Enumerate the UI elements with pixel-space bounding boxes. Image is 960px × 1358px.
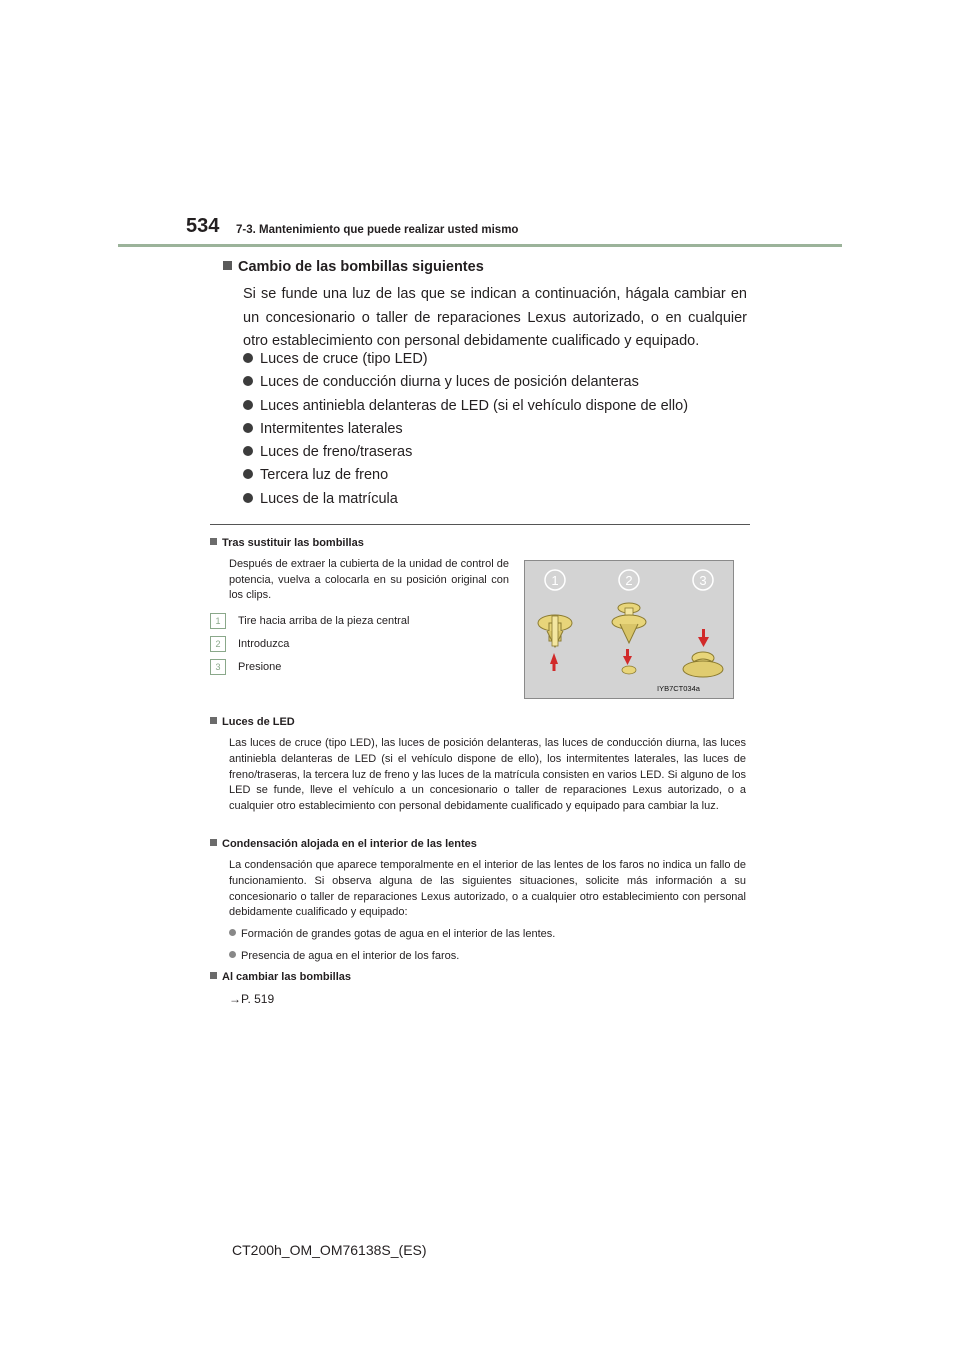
- square-bullet-icon: [210, 972, 217, 979]
- list-item-text: Presencia de agua en el interior de los faros.: [241, 950, 460, 962]
- square-bullet-icon: [210, 839, 217, 846]
- list-item-text: Luces de freno/traseras: [260, 444, 413, 461]
- note-heading-text: Al cambiar las bombillas: [222, 971, 351, 983]
- main-heading-text: Cambio de las bombillas siguientes: [238, 259, 484, 275]
- step-1: [210, 613, 409, 629]
- square-bullet-icon: [210, 717, 217, 724]
- list-item: [229, 950, 459, 962]
- list-item: [229, 928, 555, 940]
- list-item-text: Luces antiniebla delanteras de LED (si el vehículo dispone de ello): [260, 397, 689, 414]
- bullet-dot-icon: [243, 469, 253, 479]
- condensation-paragraph: La condensación que aparece temporalmente en el interior de las lentes de los faros no indica un fallo de funcionamiento. Si observa alguna de las siguientes situaciones, solicite más información a su concesionario o taller de reparaciones Lexus autorizado, o a cualquier otro establecimiento con personal debidamente cualificado y equipado:: [229, 859, 746, 919]
- figure-code: IYB7CT034a: [657, 684, 700, 693]
- figure-label-3: [693, 570, 713, 590]
- figure-label-1: [545, 570, 565, 590]
- list-item-text: Luces de la matrícula: [260, 490, 398, 507]
- bullet-dot-icon: [243, 493, 253, 503]
- note-heading-when-changing: [210, 971, 351, 983]
- step-3: [210, 659, 281, 675]
- note-heading-led: [210, 716, 295, 728]
- after-replace-text: Después de extraer la cubierta de la unidad de control de potencia, vuelva a colocarla en su posición original con los clips.: [229, 558, 509, 601]
- step-number-badge: 2: [210, 636, 226, 652]
- clip-illustration: [524, 560, 734, 699]
- notes-divider: [210, 524, 750, 525]
- page-reference-link[interactable]: →P. 519: [229, 992, 275, 1006]
- list-item: [243, 395, 753, 418]
- bullet-dot-icon: [243, 423, 253, 433]
- bullet-dot-icon: [243, 400, 253, 410]
- clip-illustration-svg: [525, 561, 733, 698]
- bullet-dot-icon: [229, 929, 236, 936]
- note-heading-condensation: [210, 838, 477, 850]
- main-heading: [223, 256, 753, 279]
- led-paragraph: Las luces de cruce (tipo LED), las luces de posición delanteras, las luces de conducción diurna, las luces antiniebla delanteras de LED (si el vehículo dispone de ello), los intermitentes laterales, las luces de freno/traseras, la tercera luz de freno y las luces de la matrícula consisten en varios LED. Si alguno de los LED se funde, lleve el vehículo a un concesionario o taller de reparaciones Lexus autorizado, o a cualquier otro establecimiento con personal debidamente cualificado y equipado para cambiar la luz.: [229, 737, 746, 813]
- list-item-text: Tercera luz de freno: [260, 467, 389, 484]
- note-heading-text: Condensación alojada en el interior de las lentes: [222, 838, 477, 850]
- bullet-dot-icon: [243, 446, 253, 456]
- list-item-text: Intermitentes laterales: [260, 420, 403, 437]
- note-heading-after-replace: [210, 537, 364, 549]
- list-item: [243, 464, 753, 487]
- bullet-dot-icon: [229, 951, 236, 958]
- step-number-badge: 1: [210, 613, 226, 629]
- svg-text:3: 3: [699, 573, 707, 588]
- list-item: [243, 371, 753, 394]
- clip-pull-up-icon: [538, 615, 572, 671]
- clip-insert-icon: [612, 603, 646, 674]
- list-item-text: Luces de cruce (tipo LED): [260, 351, 428, 367]
- step-text: Tire hacia arriba de la pieza central: [238, 615, 410, 627]
- svg-text:2: 2: [625, 573, 633, 588]
- square-bullet-icon: [223, 261, 232, 270]
- list-item-text: Luces de conducción diurna y luces de posición delanteras: [260, 374, 639, 391]
- square-bullet-icon: [210, 538, 217, 545]
- note-heading-text: Tras sustituir las bombillas: [222, 537, 364, 549]
- list-item: [243, 418, 753, 441]
- bullet-dot-icon: [243, 353, 253, 363]
- intro-paragraph: Si se funde una luz de las que se indican a continuación, hágala cambiar en un concesionario o taller de reparaciones Lexus autorizado, o en cualquier otro establecimiento con personal debidamente cualificado y equipado.: [243, 286, 747, 349]
- list-item-text: Formación de grandes gotas de agua en el interior de las lentes.: [241, 928, 556, 940]
- section-title: 7-3. Mantenimiento que puede realizar usted mismo: [236, 224, 519, 236]
- note-heading-text: Luces de LED: [222, 716, 295, 728]
- step-2: [210, 636, 289, 652]
- step-number-badge: 3: [210, 659, 226, 675]
- document-id: CT200h_OM_OM76138S_(ES): [232, 1242, 427, 1258]
- list-item: [243, 488, 753, 511]
- list-item: [243, 348, 753, 371]
- bullet-dot-icon: [243, 376, 253, 386]
- svg-text:1: 1: [551, 573, 559, 588]
- list-item: [243, 441, 753, 464]
- step-text: Presione: [238, 661, 282, 673]
- step-text: Introduzca: [238, 638, 290, 650]
- page-number: 534: [186, 215, 220, 237]
- clip-press-icon: [683, 629, 723, 677]
- header-divider: [118, 244, 842, 247]
- bulb-list: [243, 348, 753, 511]
- figure-label-2: [619, 570, 639, 590]
